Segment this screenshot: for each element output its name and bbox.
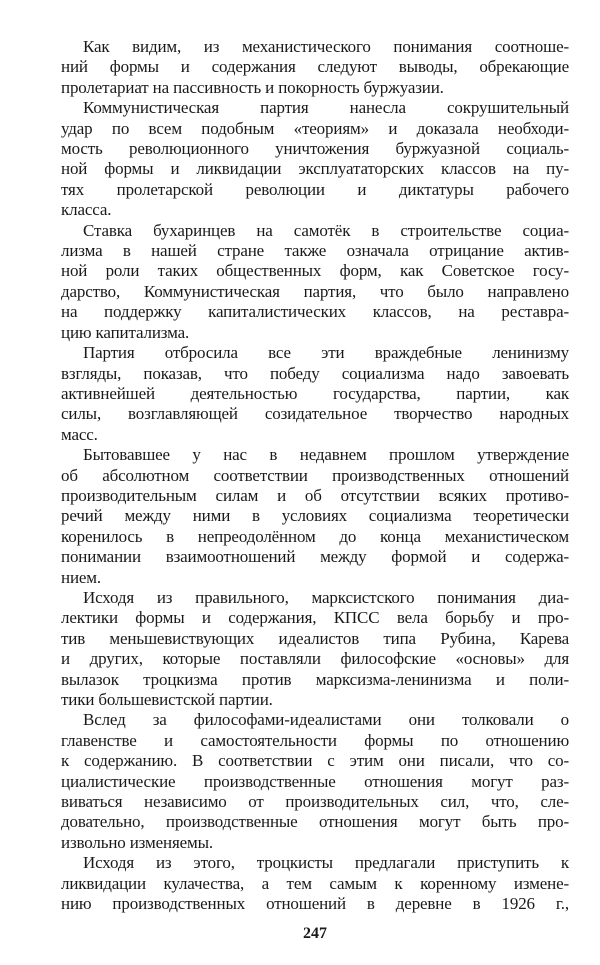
text-line: мость революционного уничтожения буржуазной социаль- bbox=[61, 139, 569, 159]
text-line: масс. bbox=[61, 424, 98, 444]
text-line: класса. bbox=[61, 200, 112, 220]
text-line: Исходя из этого, троцкисты предлагали приступить к bbox=[83, 853, 569, 873]
text-line: ной роли таких общественных форм, как Советское госу- bbox=[61, 261, 569, 281]
text-line: довательно, производственные отношения могут быть про- bbox=[61, 812, 569, 832]
paragraph bbox=[61, 445, 569, 588]
text-line: тях пролетарской революции и диктатуры рабочего bbox=[61, 179, 569, 199]
paragraph bbox=[61, 37, 569, 98]
paragraph bbox=[61, 221, 569, 343]
text-line: извольно изменяемы. bbox=[61, 832, 214, 852]
paragraph bbox=[61, 343, 569, 445]
text-line: вылазок троцкизма против марксизма-ленинизма и поли- bbox=[61, 669, 569, 689]
text-line: лектики формы и содержания, КПСС вела борьбу и про- bbox=[61, 608, 569, 628]
paragraph bbox=[61, 853, 569, 914]
text-line: понимании взаимоотношений между формой и содержа- bbox=[61, 547, 569, 567]
text-line: главенстве и самостоятельности формы по отношению bbox=[61, 730, 569, 750]
text-line: удар по всем подобным «теориям» и доказала необходи- bbox=[61, 118, 569, 138]
text-line: Как видим, из механистического понимания соотноше- bbox=[83, 37, 569, 56]
page-body bbox=[61, 37, 569, 914]
text-line: ной формы и ликвидации эксплуататорских классов на пу- bbox=[61, 159, 569, 179]
paragraph bbox=[61, 710, 569, 853]
text-line: нию производственных отношений в деревне в 1926 г., bbox=[61, 894, 569, 914]
text-line: производительным силам и об отсутствии всяких противо- bbox=[61, 485, 569, 505]
text-line: дарство, Коммунистическая партия, что было направлено bbox=[61, 281, 569, 301]
text-line: об абсолютном соответствии производственных отношений bbox=[61, 465, 569, 485]
text-line: Бытовавшее у нас в недавнем прошлом утверждение bbox=[83, 445, 569, 465]
text-line: цию капитализма. bbox=[61, 322, 190, 342]
text-line: активнейшей деятельностью государства, партии, как bbox=[61, 383, 569, 403]
text-line: виваться независимо от производительных сил, что, сле- bbox=[61, 792, 569, 812]
text-line: циалистические производственные отношения могут раз- bbox=[61, 771, 569, 791]
text-line: тив меньшевиствующих идеалистов типа Рубина, Карева bbox=[61, 628, 569, 648]
text-line: пролетариат на пассивность и покорность буржуазии. bbox=[61, 77, 444, 97]
text-line: Ставка бухаринцев на самотёк в строительстве социа- bbox=[83, 220, 569, 240]
paragraph bbox=[61, 588, 569, 710]
text-line: коренилось в непреодолённом до конца механистическом bbox=[61, 526, 569, 546]
text-line: взгляды, показав, что победу социализма надо завоевать bbox=[61, 363, 569, 383]
text-line: нием. bbox=[61, 567, 101, 587]
page-number: 247 bbox=[303, 925, 327, 943]
text-line: речий между ними в условиях социализма теоретически bbox=[61, 506, 569, 526]
text-line: ликвидации кулачества, а тем самым к коренному измене- bbox=[61, 873, 569, 893]
text-line: Вслед за философами-идеалистами они толковали о bbox=[83, 710, 569, 730]
text-line: и других, которые поставляли философские «основы» для bbox=[61, 649, 569, 669]
text-line: ний формы и содержания следуют выводы, обрекающие bbox=[61, 57, 569, 77]
text-line: Исходя из правильного, марксистского понимания диа- bbox=[83, 587, 569, 607]
paragraph bbox=[61, 98, 569, 220]
text-line: к содержанию. В соответствии с этим они писали, что со- bbox=[61, 751, 569, 771]
text-line: тики большевистской партии. bbox=[61, 690, 273, 709]
text-line: на поддержку капиталистических классов, на реставра- bbox=[61, 302, 569, 322]
page-wrapper bbox=[61, 37, 569, 944]
text-line: Коммунистическая партия нанесла сокрушительный bbox=[83, 98, 569, 118]
text-line: Партия отбросила все эти враждебные ленинизму bbox=[83, 343, 569, 363]
text-line: лизма в нашей стране также означала отрицание актив- bbox=[61, 241, 569, 261]
text-line: силы, возглавляющей созидательное творчество народных bbox=[61, 404, 569, 424]
